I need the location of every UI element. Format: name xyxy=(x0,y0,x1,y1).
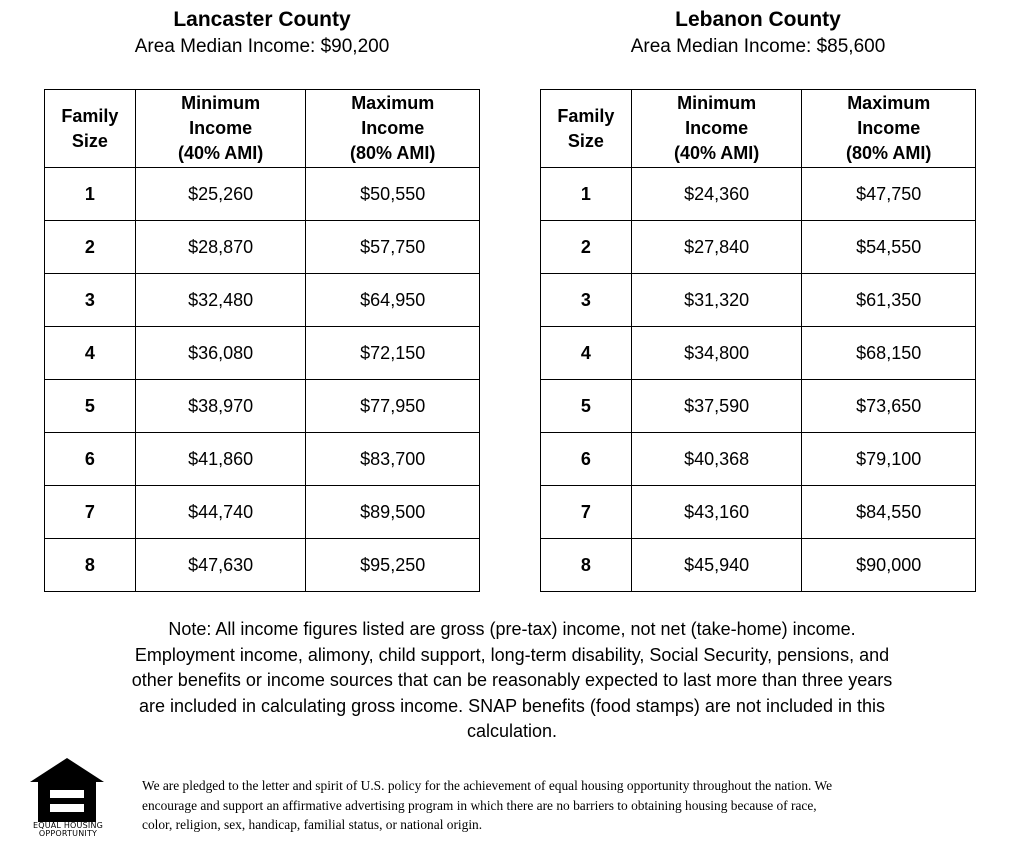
family-size-cell: 5 xyxy=(45,380,136,433)
lancaster-heading xyxy=(44,6,480,60)
fair-housing-pledge xyxy=(142,776,1004,835)
county-title: Lebanon County xyxy=(675,8,841,31)
minimum-income-cell: $32,480 xyxy=(135,274,306,327)
maximum-income-cell: $54,550 xyxy=(802,221,976,274)
maximum-income-cell: $83,700 xyxy=(306,433,480,486)
maximum-income-cell: $68,150 xyxy=(802,327,976,380)
minimum-income-cell: $47,630 xyxy=(135,539,306,592)
maximum-income-cell: $89,500 xyxy=(306,486,480,539)
table-row xyxy=(541,221,976,274)
maximum-income-cell: $61,350 xyxy=(802,274,976,327)
minimum-income-cell: $28,870 xyxy=(135,221,306,274)
minimum-income-cell: $41,860 xyxy=(135,433,306,486)
note-line: Employment income, alimony, child support, long-term disability, Social Security, pensions, and xyxy=(134,644,890,665)
minimum-income-cell: $34,800 xyxy=(631,327,802,380)
logo-caption: EQUAL HOUSING OPPORTUNITY xyxy=(32,821,104,838)
note-line: calculation. xyxy=(466,721,558,741)
maximum-income-header: Maximum Income (80% AMI) xyxy=(306,90,480,168)
maximum-income-cell: $57,750 xyxy=(306,221,480,274)
table-row xyxy=(45,539,480,592)
lancaster-income-table xyxy=(44,89,480,592)
maximum-income-cell: $72,150 xyxy=(306,327,480,380)
table-row xyxy=(45,380,480,433)
maximum-income-cell: $47,750 xyxy=(802,168,976,221)
family-size-cell: 3 xyxy=(45,274,136,327)
minimum-income-cell: $36,080 xyxy=(135,327,306,380)
maximum-income-cell: $84,550 xyxy=(802,486,976,539)
family-size-cell: 7 xyxy=(45,486,136,539)
maximum-income-cell: $79,100 xyxy=(802,433,976,486)
area-median-income: Area Median Income: $85,600 xyxy=(630,36,886,57)
family-size-cell: 1 xyxy=(45,168,136,221)
minimum-income-cell: $44,740 xyxy=(135,486,306,539)
family-size-cell: 4 xyxy=(541,327,632,380)
area-median-income: Area Median Income: $90,200 xyxy=(134,36,390,57)
note-line: Note: All income figures listed are gross (pre-tax) income, not net (take-home) income. xyxy=(168,619,856,639)
table-row xyxy=(45,274,480,327)
table-row xyxy=(541,380,976,433)
family-size-cell: 5 xyxy=(541,380,632,433)
minimum-income-cell: $43,160 xyxy=(631,486,802,539)
table-row xyxy=(541,433,976,486)
minimum-income-cell: $37,590 xyxy=(631,380,802,433)
family-size-cell: 7 xyxy=(541,486,632,539)
table-row xyxy=(541,539,976,592)
minimum-income-cell: $27,840 xyxy=(631,221,802,274)
table-row xyxy=(45,486,480,539)
family-size-cell: 3 xyxy=(541,274,632,327)
maximum-income-cell: $77,950 xyxy=(306,380,480,433)
minimum-income-cell: $24,360 xyxy=(631,168,802,221)
table-header-row xyxy=(541,90,976,168)
minimum-income-header: Minimum Income (40% AMI) xyxy=(135,90,306,168)
table-row xyxy=(45,221,480,274)
maximum-income-cell: $50,550 xyxy=(306,168,480,221)
family-size-header: Family Size xyxy=(541,90,632,168)
maximum-income-header: Maximum Income (80% AMI) xyxy=(802,90,976,168)
table-row xyxy=(45,433,480,486)
minimum-income-cell: $25,260 xyxy=(135,168,306,221)
maximum-income-cell: $95,250 xyxy=(306,539,480,592)
family-size-cell: 1 xyxy=(541,168,632,221)
family-size-cell: 4 xyxy=(45,327,136,380)
minimum-income-cell: $45,940 xyxy=(631,539,802,592)
pledge-line: encourage and support an affirmative advertising program in which there are no barriers to obtaining housing because of race, xyxy=(142,797,817,813)
table-row xyxy=(541,486,976,539)
family-size-cell: 2 xyxy=(541,221,632,274)
table-header-row xyxy=(45,90,480,168)
minimum-income-cell: $38,970 xyxy=(135,380,306,433)
lebanon-income-table xyxy=(540,89,976,592)
table-row xyxy=(541,274,976,327)
note-line: other benefits or income sources that can be reasonably expected to last more than three years xyxy=(131,670,893,690)
family-size-cell: 6 xyxy=(45,433,136,486)
pledge-line: color, religion, sex, handicap, familial status, or national origin. xyxy=(142,817,483,832)
note-line: are included in calculating gross income. SNAP benefits (food stamps) are not included in this xyxy=(138,695,886,716)
family-size-cell: 8 xyxy=(45,539,136,592)
family-size-header: Family Size xyxy=(45,90,136,168)
table-row xyxy=(541,327,976,380)
maximum-income-cell: $73,650 xyxy=(802,380,976,433)
family-size-cell: 8 xyxy=(541,539,632,592)
table-row xyxy=(45,327,480,380)
minimum-income-header: Minimum Income (40% AMI) xyxy=(631,90,802,168)
minimum-income-cell: $40,368 xyxy=(631,433,802,486)
table-row xyxy=(45,168,480,221)
lebanon-heading xyxy=(540,6,976,60)
county-title: Lancaster County xyxy=(173,8,351,31)
maximum-income-cell: $64,950 xyxy=(306,274,480,327)
maximum-income-cell: $90,000 xyxy=(802,539,976,592)
minimum-income-cell: $31,320 xyxy=(631,274,802,327)
family-size-cell: 6 xyxy=(541,433,632,486)
family-size-cell: 2 xyxy=(45,221,136,274)
income-note xyxy=(40,617,984,745)
pledge-line: We are pledged to the letter and spirit of U.S. policy for the achievement of equal housing opportunity throughout the nation. We xyxy=(142,778,833,793)
table-row xyxy=(541,168,976,221)
